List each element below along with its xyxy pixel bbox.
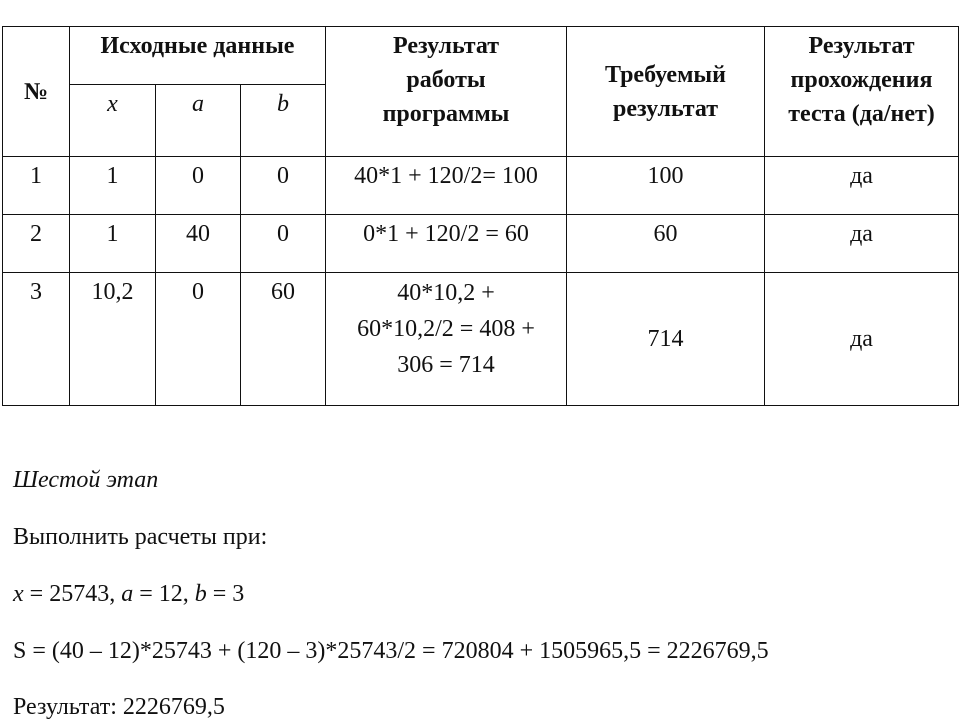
- calculation-formula: S = (40 – 12)*25743 + (120 – 3)*25743/2 = 720804 + 1505965,5 = 2226769,5: [13, 638, 769, 664]
- header-program-result-line: работы: [406, 67, 486, 93]
- header-test-result-line: теста (да/нет): [788, 101, 935, 127]
- header-input-data: Исходные данные: [70, 27, 326, 85]
- cell-required-result: 60: [567, 215, 765, 273]
- cell-required-result: 714: [567, 273, 765, 406]
- param-x-value: = 25743,: [23, 581, 122, 607]
- cell-test-passed: да: [765, 215, 959, 273]
- header-required-result-line: Требуемый: [604, 61, 726, 88]
- header-test-result-line: прохождения: [790, 67, 933, 93]
- header-test-result: [765, 27, 959, 157]
- cell-test-passed: да: [765, 273, 959, 406]
- parameter-values: [13, 579, 244, 609]
- param-a-var: a: [121, 581, 134, 607]
- cell-b: 0: [241, 157, 326, 215]
- header-program-result-line: Результат: [392, 33, 500, 59]
- cell-a: 0: [156, 157, 241, 215]
- param-a-value: = 12,: [133, 581, 195, 607]
- header-row-top: [3, 27, 959, 85]
- header-a: a: [156, 85, 241, 157]
- cell-num: 1: [3, 157, 70, 215]
- param-b-var: b: [194, 581, 207, 607]
- cell-x: 10,2: [70, 273, 156, 406]
- program-result-line: 40*10,2 +: [397, 280, 495, 306]
- header-b: b: [241, 85, 326, 157]
- program-result-line: 306 = 714: [397, 352, 495, 378]
- cell-x: 1: [70, 157, 156, 215]
- header-required-result: [567, 27, 765, 157]
- cell-x: 1: [70, 215, 156, 273]
- cell-num: 2: [3, 215, 70, 273]
- instruction-text: Выполнить расчеты при:: [13, 524, 268, 550]
- header-num: №: [3, 27, 70, 157]
- test-table: [2, 26, 959, 406]
- header-required-result-line: результат: [612, 95, 719, 122]
- cell-program-result: [326, 273, 567, 406]
- cell-a: 0: [156, 273, 241, 406]
- header-x: x: [70, 85, 156, 157]
- table-row: [3, 215, 959, 273]
- header-program-result: [326, 27, 567, 157]
- program-result-line: 60*10,2/2 = 408 +: [357, 316, 535, 342]
- table-row: [3, 273, 959, 406]
- header-test-result-line: Результат: [808, 33, 915, 59]
- stage-title: Шестой этап: [13, 467, 159, 493]
- table-row: [3, 157, 959, 215]
- cell-b: 60: [241, 273, 326, 406]
- cell-a: 40: [156, 215, 241, 273]
- cell-program-result: 0*1 + 120/2 = 60: [326, 215, 567, 273]
- cell-required-result: 100: [567, 157, 765, 215]
- result-line: Результат: 2226769,5: [13, 694, 225, 720]
- param-x-var: x: [13, 581, 24, 607]
- header-program-result-line: программы: [382, 101, 510, 127]
- cell-test-passed: да: [765, 157, 959, 215]
- cell-num: 3: [3, 273, 70, 406]
- cell-b: 0: [241, 215, 326, 273]
- cell-program-result: 40*1 + 120/2= 100: [326, 157, 567, 215]
- param-b-value: = 3: [206, 581, 245, 607]
